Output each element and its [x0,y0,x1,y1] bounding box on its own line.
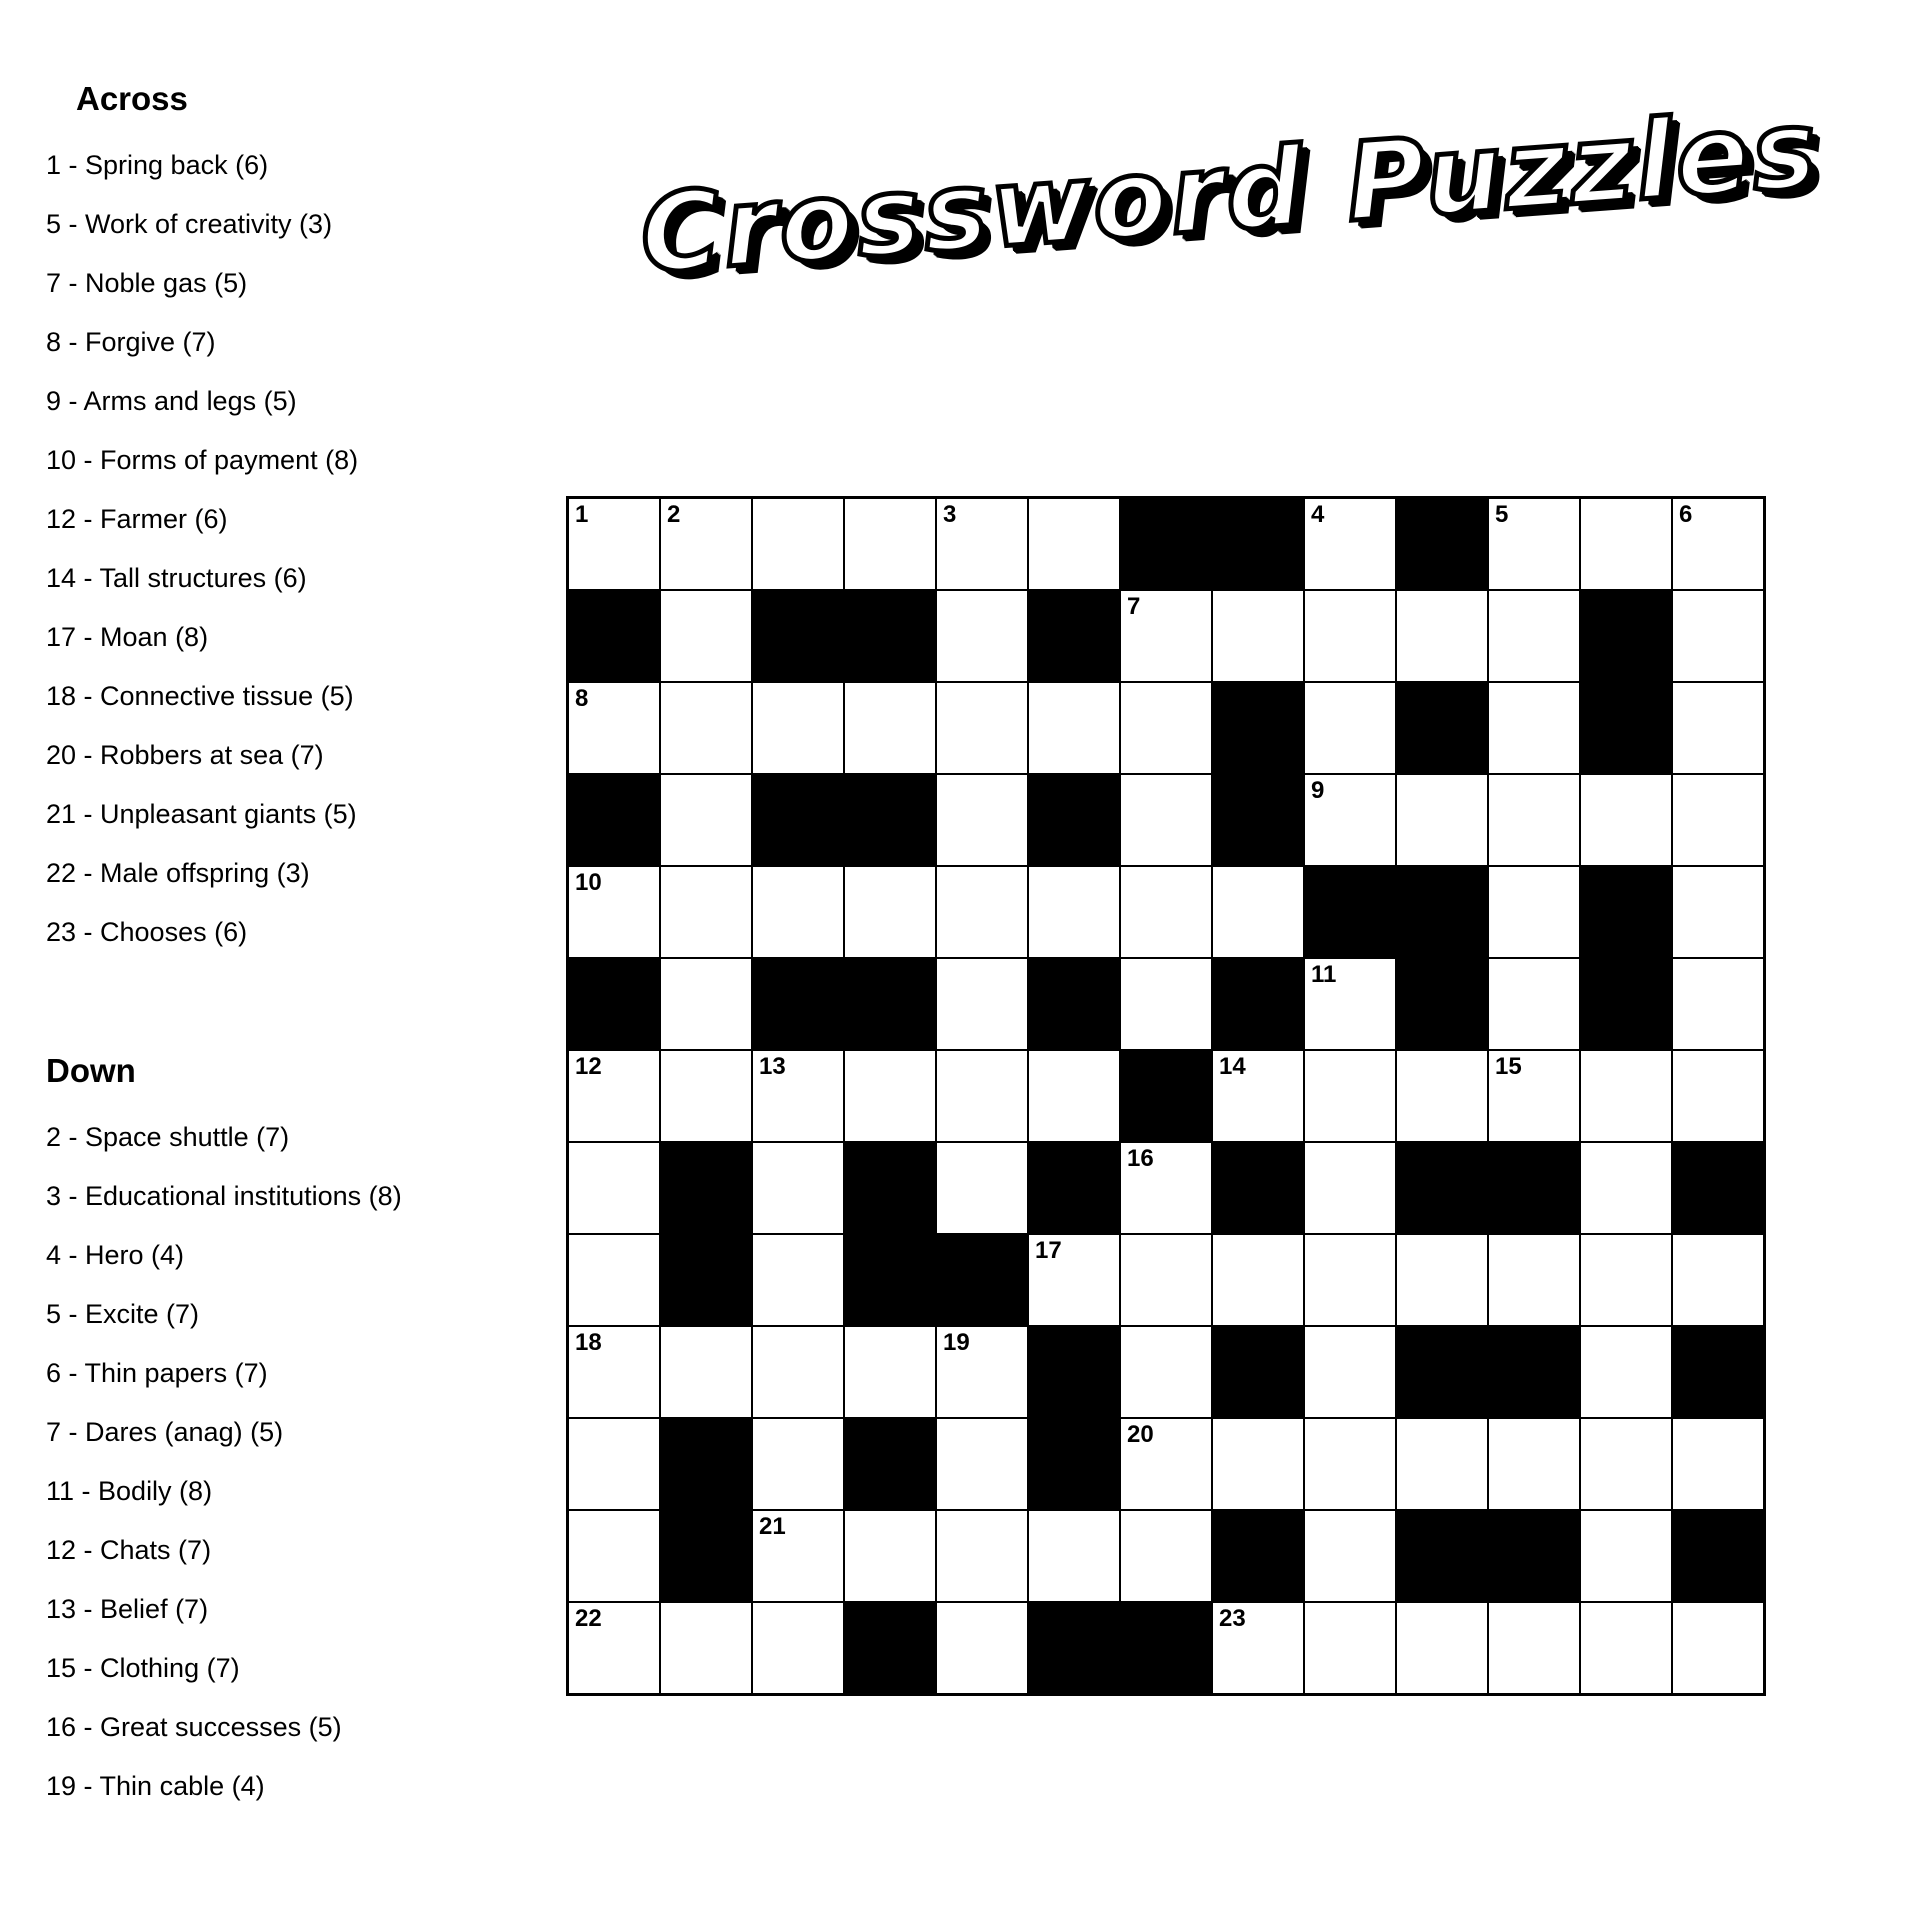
grid-block-cell [1028,1326,1120,1418]
grid-cell-number: 3 [943,501,957,528]
grid-block-cell [1396,958,1488,1050]
grid-cell[interactable] [1580,1142,1672,1234]
grid-block-cell [660,1234,752,1326]
grid-block-cell [1304,866,1396,958]
grid-row [568,498,1765,591]
grid-cell-number: 11 [1311,961,1337,988]
grid-cell[interactable] [1028,1234,1120,1326]
grid-cell[interactable] [1488,590,1580,682]
grid-block-cell [1212,1510,1304,1602]
grid-cell-number: 8 [575,685,589,712]
grid-cell[interactable] [568,1326,661,1418]
grid-cell[interactable] [1672,682,1765,774]
grid-block-cell [568,774,661,866]
across-clue: 12 - Farmer (6) [46,504,228,534]
grid-cell[interactable] [752,1050,844,1142]
grid-cell[interactable] [660,590,752,682]
grid-cell[interactable] [1488,498,1580,591]
grid-cell-number: 15 [1495,1053,1522,1080]
grid-cell[interactable] [752,1326,844,1418]
grid-block-cell [1580,682,1672,774]
grid-cell[interactable] [568,1602,661,1695]
page-title: Crossword Puzzles [636,86,1824,299]
grid-cell[interactable] [1396,1050,1488,1142]
grid-block-cell [568,958,661,1050]
grid-cell[interactable] [1672,498,1765,591]
grid-block-cell [1396,1326,1488,1418]
grid-block-cell [1580,866,1672,958]
grid-block-cell [1672,1326,1765,1418]
down-clue: 7 - Dares (anag) (5) [46,1417,284,1447]
across-clue: 5 - Work of creativity (3) [46,209,333,239]
down-clue: 13 - Belief (7) [46,1594,209,1624]
grid-cell-number: 10 [575,869,602,896]
grid-cell[interactable] [1212,1234,1304,1326]
across-clue: 23 - Chooses (6) [46,917,248,947]
grid-cell[interactable] [1120,590,1212,682]
grid-cell[interactable] [936,682,1028,774]
grid-block-cell [660,1510,752,1602]
grid-cell[interactable] [1672,1602,1765,1695]
grid-block-cell [1120,1050,1212,1142]
grid-cell-number: 9 [1311,777,1325,804]
grid-cell[interactable] [1304,1602,1396,1695]
grid-cell[interactable] [936,1510,1028,1602]
grid-block-cell [1028,774,1120,866]
grid-row [568,1234,1765,1326]
grid-cell[interactable] [660,498,752,591]
grid-cell[interactable] [568,866,661,958]
grid-cell[interactable] [1580,1234,1672,1326]
grid-cell[interactable] [1396,1418,1488,1510]
grid-cell[interactable] [1120,1234,1212,1326]
grid-cell[interactable] [1672,774,1765,866]
grid-row [568,1510,1765,1602]
grid-cell[interactable] [844,498,936,591]
across-clue: 22 - Male offspring (3) [46,858,310,888]
grid-cell[interactable] [1304,1050,1396,1142]
clue-panel [46,80,536,1816]
grid-cell[interactable] [752,682,844,774]
grid-cell-number: 20 [1127,1421,1154,1448]
grid-cell[interactable] [1580,1326,1672,1418]
grid-cell[interactable] [1120,774,1212,866]
crossword-grid[interactable] [566,496,1766,1696]
across-clue: 17 - Moan (8) [46,622,209,652]
grid-block-cell [752,774,844,866]
grid-block-cell [1672,1142,1765,1234]
grid-cell[interactable] [1488,1050,1580,1142]
grid-cell[interactable] [660,1602,752,1695]
grid-cell-number: 23 [1219,1605,1246,1632]
across-heading: Across [76,80,188,117]
grid-block-cell [1212,1326,1304,1418]
grid-block-cell [568,590,661,682]
grid-cell[interactable] [1672,590,1765,682]
grid-block-cell [1028,590,1120,682]
grid-block-cell [844,1234,936,1326]
title-area [600,86,1860,360]
grid-cell[interactable] [1304,1510,1396,1602]
grid-row [568,1050,1765,1142]
grid-block-cell [844,774,936,866]
grid-cell[interactable] [936,1418,1028,1510]
grid-block-cell [1396,1142,1488,1234]
grid-cell[interactable] [1120,1142,1212,1234]
grid-cell[interactable] [752,1418,844,1510]
grid-cell[interactable] [1488,774,1580,866]
grid-cell[interactable] [568,1418,661,1510]
grid-cell-number: 17 [1035,1237,1062,1264]
grid-cell[interactable] [1396,774,1488,866]
grid-cell[interactable] [936,958,1028,1050]
grid-cell-number: 2 [667,501,681,528]
grid-cell[interactable] [936,1326,1028,1418]
down-clue: 4 - Hero (4) [46,1240,185,1270]
grid-cell[interactable] [1672,958,1765,1050]
grid-cell[interactable] [1212,866,1304,958]
across-clue: 14 - Tall structures (6) [46,563,307,593]
grid-cell[interactable] [1672,1418,1765,1510]
down-clue: 12 - Chats (7) [46,1535,212,1565]
grid-cell[interactable] [1672,866,1765,958]
grid-cell[interactable] [1120,682,1212,774]
grid-cell[interactable] [660,1326,752,1418]
grid-block-cell [1028,1602,1120,1695]
grid-cell[interactable] [1580,1418,1672,1510]
down-heading: Down [46,1052,136,1089]
grid-block-cell [660,1142,752,1234]
grid-block-cell [1396,866,1488,958]
grid-cell[interactable] [660,682,752,774]
grid-cell[interactable] [752,1602,844,1695]
grid-cell[interactable] [1212,1050,1304,1142]
grid-cell[interactable] [1488,1418,1580,1510]
grid-block-cell [1212,498,1304,591]
grid-cell[interactable] [568,1234,661,1326]
grid-row [568,590,1765,682]
grid-cell[interactable] [752,1510,844,1602]
grid-cell[interactable] [1304,498,1396,591]
grid-cell[interactable] [1396,1602,1488,1695]
down-clue-list [46,1108,536,1816]
grid-cell-number: 12 [575,1053,602,1080]
grid-block-cell [844,1418,936,1510]
grid-cell[interactable] [752,1234,844,1326]
grid-cell[interactable] [1028,682,1120,774]
grid-block-cell [1028,958,1120,1050]
grid-cell[interactable] [568,1050,661,1142]
grid-cell[interactable] [1304,774,1396,866]
down-clue: 16 - Great successes (5) [46,1712,342,1742]
grid-block-cell [1488,1142,1580,1234]
grid-block-cell [1212,1142,1304,1234]
grid-cell[interactable] [1304,590,1396,682]
grid-cell[interactable] [844,1510,936,1602]
grid-cell[interactable] [936,1142,1028,1234]
grid-row [568,866,1765,958]
grid-cell[interactable] [936,774,1028,866]
grid-block-cell [1396,498,1488,591]
grid-block-cell [1120,1602,1212,1695]
grid-block-cell [1028,1418,1120,1510]
grid-cell[interactable] [936,1050,1028,1142]
grid-cell-number: 7 [1127,593,1141,620]
grid-cell[interactable] [568,498,661,591]
grid-cell-number: 18 [575,1329,602,1356]
grid-cell[interactable] [936,498,1028,591]
grid-block-cell [1580,590,1672,682]
grid-cell[interactable] [660,866,752,958]
grid-cell[interactable] [1304,1326,1396,1418]
grid-cell[interactable] [1028,498,1120,591]
grid-cell[interactable] [1120,1326,1212,1418]
grid-cell[interactable] [1304,958,1396,1050]
grid-cell[interactable] [660,774,752,866]
grid-cell[interactable] [1120,866,1212,958]
grid-row [568,1142,1765,1234]
grid-cell[interactable] [568,682,661,774]
grid-block-cell [844,958,936,1050]
grid-block-cell [752,590,844,682]
grid-cell[interactable] [1580,1602,1672,1695]
grid-cell-number: 19 [943,1329,970,1356]
grid-block-cell [844,590,936,682]
grid-cell[interactable] [1120,958,1212,1050]
grid-cell[interactable] [1028,1050,1120,1142]
across-clue-list [46,136,536,962]
grid-cell-number: 4 [1311,501,1325,528]
grid-cell[interactable] [936,866,1028,958]
grid-block-cell [844,1602,936,1695]
grid-cell-number: 16 [1127,1145,1154,1172]
grid-cell[interactable] [1580,1510,1672,1602]
grid-cell[interactable] [660,1050,752,1142]
grid-cell[interactable] [1672,1050,1765,1142]
grid-cell[interactable] [1304,1418,1396,1510]
grid-cell[interactable] [1212,590,1304,682]
grid-cell[interactable] [752,498,844,591]
across-clue: 7 - Noble gas (5) [46,268,248,298]
grid-block-cell [844,1142,936,1234]
grid-cell[interactable] [568,1510,661,1602]
grid-block-cell [1396,1510,1488,1602]
down-clue: 11 - Bodily (8) [46,1476,213,1506]
across-clue: 1 - Spring back (6) [46,150,269,180]
grid-row [568,774,1765,866]
grid-block-cell [1396,682,1488,774]
grid-cell[interactable] [1580,774,1672,866]
grid-cell[interactable] [936,590,1028,682]
across-clue: 8 - Forgive (7) [46,327,216,357]
grid-cell-number: 13 [759,1053,786,1080]
across-clue: 10 - Forms of payment (8) [46,445,359,475]
grid-cell[interactable] [844,866,936,958]
grid-block-cell [1580,958,1672,1050]
grid-block-cell [752,958,844,1050]
grid-cell-number: 22 [575,1605,602,1632]
grid-cell[interactable] [1120,1418,1212,1510]
grid-cell[interactable] [1488,958,1580,1050]
grid-block-cell [660,1418,752,1510]
grid-block-cell [1120,498,1212,591]
grid-cell[interactable] [1028,1510,1120,1602]
grid-cell[interactable] [1304,682,1396,774]
grid-block-cell [1212,774,1304,866]
grid-cell[interactable] [936,1602,1028,1695]
grid-cell[interactable] [1396,1234,1488,1326]
grid-block-cell [936,1234,1028,1326]
grid-cell[interactable] [1488,1602,1580,1695]
grid-cell-number: 14 [1219,1053,1246,1080]
down-clue: 15 - Clothing (7) [46,1653,240,1683]
across-clue: 9 - Arms and legs (5) [46,386,297,416]
grid-row [568,1602,1765,1695]
grid-block-cell [1212,958,1304,1050]
grid-cell[interactable] [1672,1234,1765,1326]
grid-block-cell [1028,1142,1120,1234]
grid-cell[interactable] [1212,1602,1304,1695]
grid-cell[interactable] [844,1326,936,1418]
grid-cell[interactable] [1488,866,1580,958]
grid-cell[interactable] [844,1050,936,1142]
grid-cell[interactable] [568,1142,661,1234]
grid-cell[interactable] [1580,1050,1672,1142]
across-clue: 18 - Connective tissue (5) [46,681,354,711]
grid-cell[interactable] [1488,1234,1580,1326]
grid-cell[interactable] [660,958,752,1050]
grid-cell-number: 5 [1495,501,1509,528]
grid-cell[interactable] [1396,590,1488,682]
grid-row [568,682,1765,774]
grid-cell[interactable] [844,682,936,774]
grid-cell[interactable] [1120,1510,1212,1602]
down-clue: 6 - Thin papers (7) [46,1358,268,1388]
grid-cell[interactable] [1212,1418,1304,1510]
grid-row [568,1418,1765,1510]
grid-cell[interactable] [752,1142,844,1234]
grid-cell-number: 6 [1679,501,1693,528]
grid-cell[interactable] [1304,1142,1396,1234]
grid-cell[interactable] [752,866,844,958]
down-clue: 2 - Space shuttle (7) [46,1122,290,1152]
grid-cell[interactable] [1488,682,1580,774]
grid-cell-number: 21 [759,1513,786,1540]
down-clue: 5 - Excite (7) [46,1299,200,1329]
grid-cell[interactable] [1304,1234,1396,1326]
down-clue: 3 - Educational institutions (8) [46,1181,402,1211]
grid-cell[interactable] [1028,866,1120,958]
grid-row [568,958,1765,1050]
grid-cell[interactable] [1580,498,1672,591]
grid-block-cell [1212,682,1304,774]
grid-block-cell [1672,1510,1765,1602]
down-clue: 19 - Thin cable (4) [46,1771,265,1801]
grid-row [568,1326,1765,1418]
grid-cell-number: 1 [575,501,589,528]
grid-block-cell [1488,1510,1580,1602]
grid-block-cell [1488,1326,1580,1418]
across-clue: 20 - Robbers at sea (7) [46,740,324,770]
across-clue: 21 - Unpleasant giants (5) [46,799,357,829]
